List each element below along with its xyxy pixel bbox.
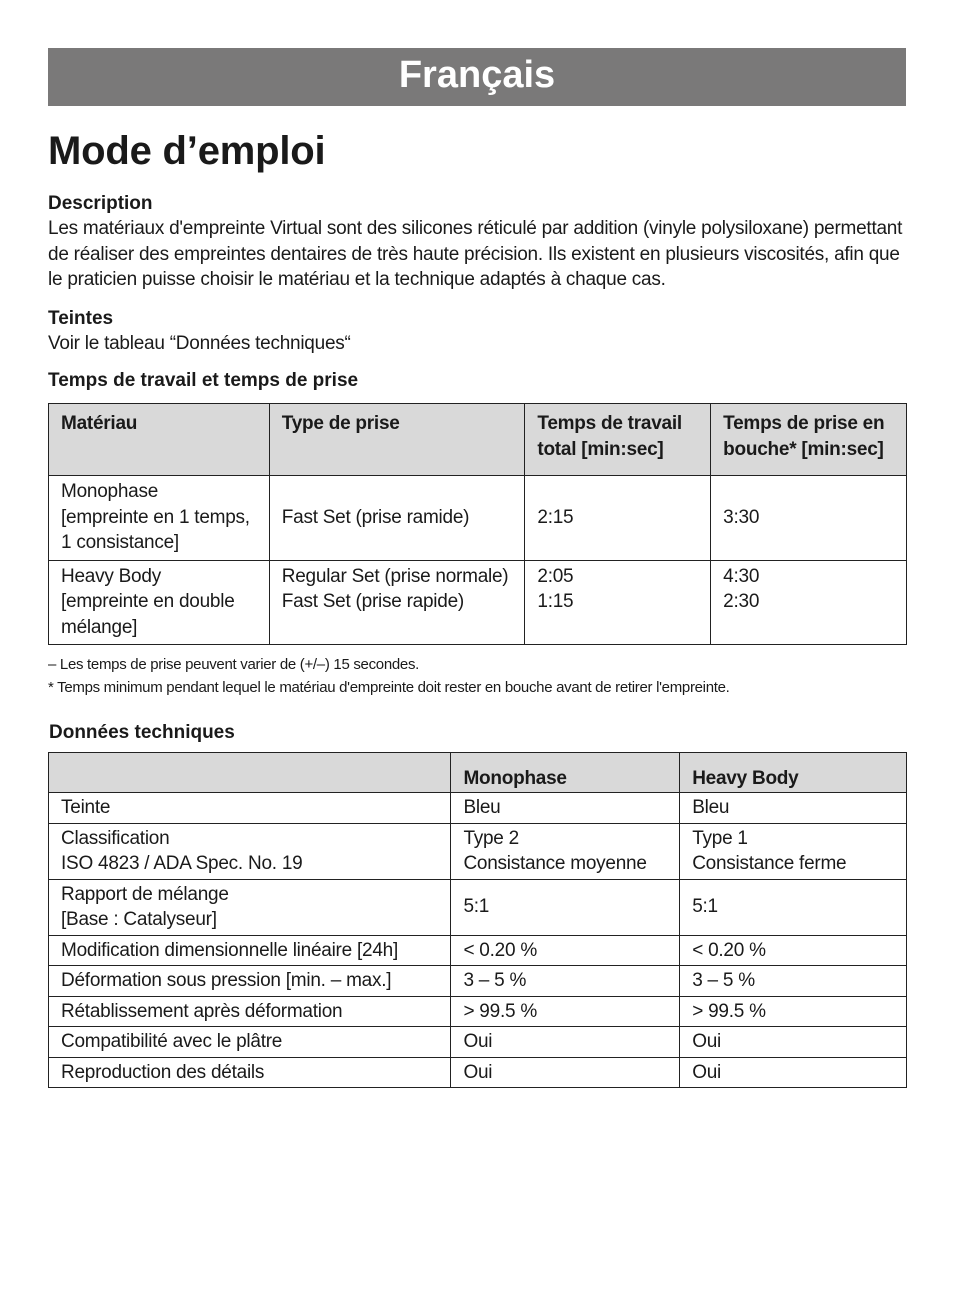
cell-line: Type 2 (463, 827, 519, 849)
cell-line: Fast Set (prise ramide) (281, 506, 470, 528)
cell-line: 4:30 (723, 565, 760, 587)
cell-line: 2:15 (537, 506, 574, 528)
table-header-row (49, 404, 907, 476)
column-header-monophase: Monophase (451, 753, 680, 793)
cell-temps-prise (711, 476, 907, 561)
table-row (49, 476, 907, 561)
cell-heavy-body: Oui (680, 1057, 907, 1088)
table-row (49, 879, 907, 935)
donnees-heading: Données techniques (49, 722, 235, 743)
cell-line: 2:30 (723, 591, 760, 612)
column-header-materiau: Matériau (49, 404, 270, 476)
description-heading: Description (48, 193, 153, 214)
cell-line: Consistance ferme (692, 853, 847, 874)
cell-property (49, 879, 451, 935)
cell-property (49, 823, 451, 879)
manual-page (48, 48, 906, 1088)
cell-line: ISO 4823 / ADA Spec. No. 19 (61, 853, 303, 874)
cell-type-prise (269, 560, 525, 645)
cell-line: Type 1 (692, 827, 748, 849)
page-title: Mode d’emploi (48, 129, 326, 173)
teintes-text: Voir le tableau “Données techniques“ (48, 332, 351, 354)
cell-line: 1:15 (537, 591, 574, 612)
cell-heavy-body: < 0.20 % (680, 935, 907, 966)
cell-line: 1 consistance] (61, 532, 179, 553)
working-time-table (48, 403, 907, 645)
cell-heavy-body: Bleu (680, 793, 907, 824)
cell-line: [empreinte en double (61, 591, 235, 612)
cell-monophase: 5:1 (451, 879, 680, 935)
table-row (49, 1027, 907, 1058)
cell-heavy-body: 3 – 5 % (680, 966, 907, 997)
language-banner: Français (48, 48, 906, 106)
cell-line: Monophase (61, 481, 159, 502)
table-row (49, 935, 907, 966)
footnote-tolerance: – Les temps de prise peuvent varier de (+/–) 15 secondes. (48, 656, 420, 673)
cell-materiau (49, 560, 270, 645)
cell-line: Fast Set (prise rapide) (281, 591, 464, 612)
cell-line: [empreinte en 1 temps, (61, 506, 250, 528)
cell-line: Heavy Body (61, 565, 161, 587)
cell-line: 2:05 (537, 565, 574, 587)
cell-heavy-body: Oui (680, 1027, 907, 1058)
cell-monophase: < 0.20 % (451, 935, 680, 966)
cell-line: 3:30 (723, 506, 760, 528)
cell-property: Rétablissement après déformation (49, 996, 451, 1027)
cell-materiau (49, 476, 270, 561)
teintes-heading: Teintes (48, 307, 114, 329)
column-header-heavy-body: Heavy Body (680, 753, 907, 793)
temps-heading: Temps de travail et temps de prise (48, 370, 359, 391)
table-row (49, 793, 907, 824)
cell-monophase: Bleu (451, 793, 680, 824)
cell-heavy-body (680, 823, 907, 879)
cell-heavy-body: > 99.5 % (680, 996, 907, 1027)
table-row (49, 996, 907, 1027)
cell-temps-travail (525, 476, 711, 561)
cell-monophase (451, 823, 680, 879)
cell-temps-prise (711, 560, 907, 645)
cell-property: Reproduction des détails (49, 1057, 451, 1088)
cell-monophase: > 99.5 % (451, 996, 680, 1027)
cell-property: Modification dimensionnelle linéaire [24h] (49, 935, 451, 966)
table-header-row (49, 753, 907, 793)
cell-line: Rapport de mélange (61, 883, 229, 905)
cell-property: Teinte (49, 793, 451, 824)
description-text: Les matériaux d'empreinte Virtual sont des silicones réticulé par addition (vinyle polysiloxane) permettant de réaliser des empreintes dentaires de très haute précision. Ils existent en plusieurs viscosités, afin que le praticien puisse choisir le matériau et la technique adaptés à chaque cas. (48, 218, 903, 290)
table-row (49, 823, 907, 879)
cell-heavy-body: 5:1 (680, 879, 907, 935)
column-header-temps-travail: Temps de travail total [min:sec] (525, 404, 711, 476)
table-row (49, 1057, 907, 1088)
column-header-property (49, 753, 451, 793)
footnote-asterisk: * Temps minimum pendant lequel le matériau d'empreinte doit rester en bouche avant de retirer l'empreinte. (48, 679, 730, 696)
cell-line: Classification (61, 827, 170, 849)
column-header-temps-prise: Temps de prise en bouche* [min:sec] (711, 404, 907, 476)
technical-data-table (48, 752, 907, 1088)
footnotes (48, 653, 906, 699)
cell-line: [Base : Catalyseur] (61, 909, 217, 930)
cell-line: Consistance moyenne (463, 853, 647, 874)
table-row (49, 560, 907, 645)
cell-type-prise (269, 476, 525, 561)
cell-monophase: Oui (451, 1057, 680, 1088)
cell-property: Déformation sous pression [min. – max.] (49, 966, 451, 997)
table-row (49, 966, 907, 997)
cell-monophase: 3 – 5 % (451, 966, 680, 997)
column-header-type-prise: Type de prise (269, 404, 525, 476)
cell-temps-travail (525, 560, 711, 645)
cell-line: mélange] (61, 616, 138, 638)
cell-monophase: Oui (451, 1027, 680, 1058)
cell-property: Compatibilité avec le plâtre (49, 1027, 451, 1058)
cell-line: Regular Set (prise normale) (281, 565, 509, 587)
